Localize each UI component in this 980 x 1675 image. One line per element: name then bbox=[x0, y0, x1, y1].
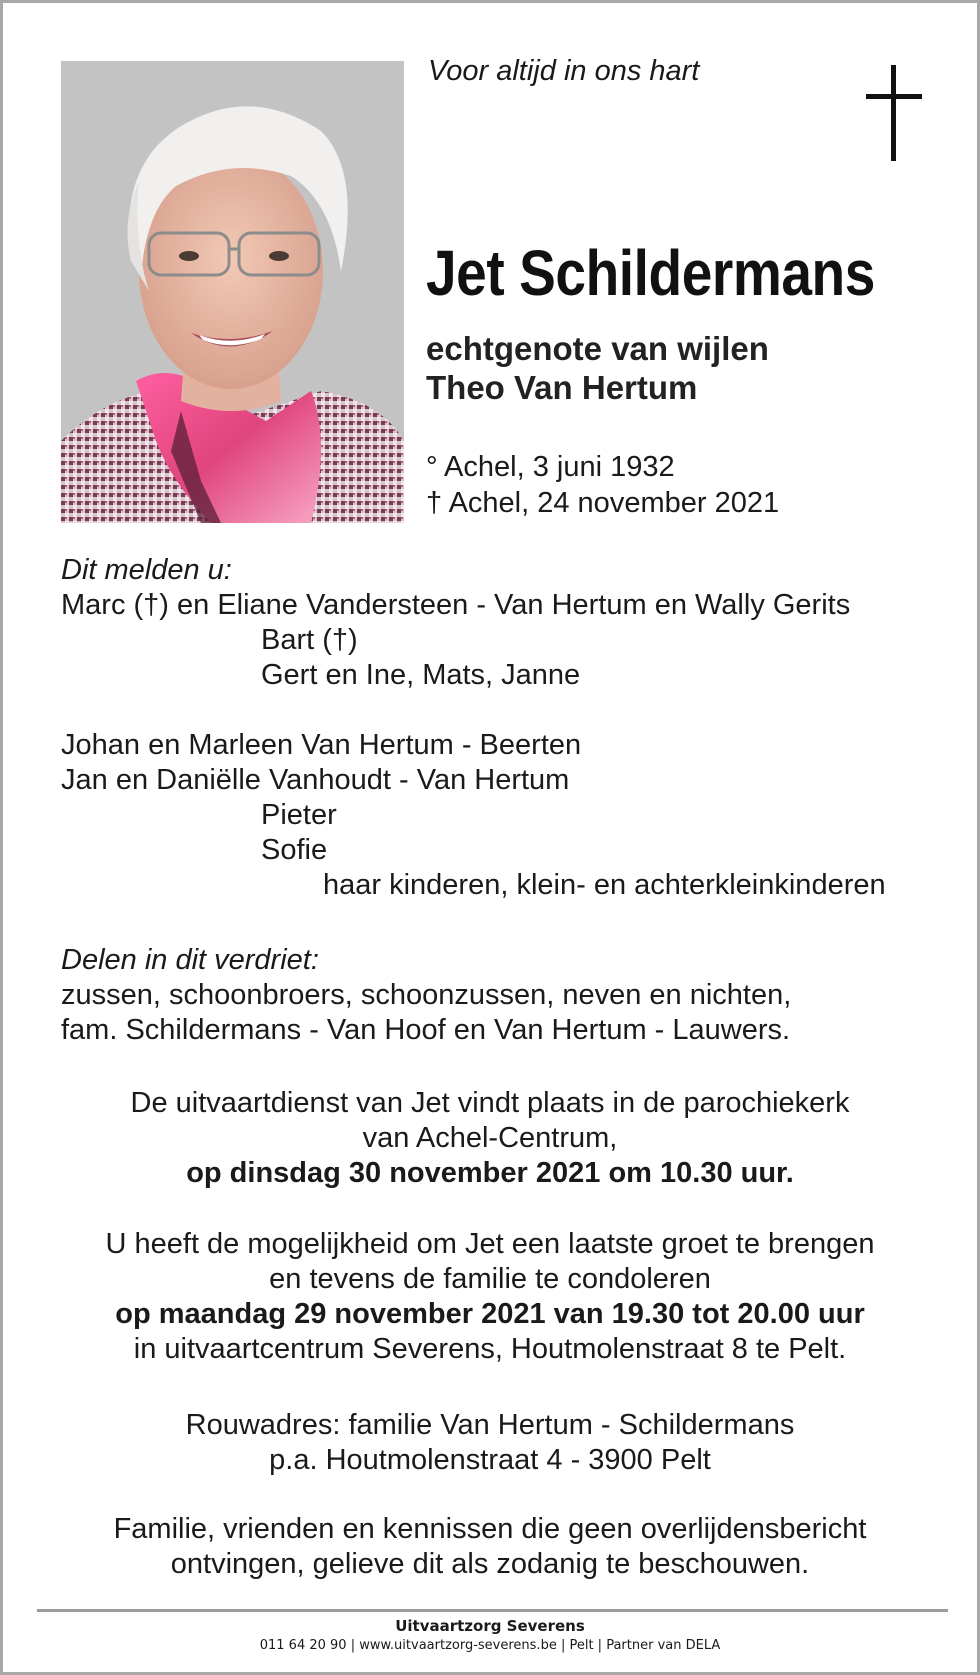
motto: Voor altijd in ons hart bbox=[428, 55, 700, 87]
life-dates bbox=[426, 449, 779, 521]
address-line: Rouwadres: familie Van Hertum - Schildermans bbox=[185, 1409, 795, 1441]
visitation-line: en tevens de familie te condoleren bbox=[269, 1263, 711, 1295]
birth-date: ° Achel, 3 juni 1932 bbox=[426, 451, 675, 483]
family-line: Gert en Ine, Mats, Janne bbox=[261, 659, 581, 691]
visitation-datetime: op maandag 29 november 2021 van 19.30 tot 20.00 uur bbox=[115, 1298, 865, 1330]
spouse-line-2: Theo Van Hertum bbox=[426, 369, 698, 406]
mourners-line: zussen, schoonbroers, schoonzussen, neven en nichten, bbox=[61, 979, 792, 1011]
funeral-home-name: Uitvaartzorg Severens bbox=[395, 1617, 585, 1635]
family-line: Johan en Marleen Van Hertum - Beerten bbox=[61, 729, 582, 761]
footer-divider bbox=[37, 1609, 948, 1612]
mourners bbox=[61, 943, 791, 1048]
family-line: haar kinderen, klein- en achterkleinkinderen bbox=[323, 869, 886, 901]
visitation-line: U heeft de mogelijkheid om Jet een laatste groet te brengen bbox=[105, 1228, 875, 1260]
address-line: p.a. Houtmolenstraat 4 - 3900 Pelt bbox=[269, 1444, 711, 1476]
closing-note bbox=[3, 1512, 977, 1582]
mourning-address bbox=[3, 1408, 977, 1478]
latin-cross-icon bbox=[866, 65, 922, 161]
service-line: van Achel-Centrum, bbox=[362, 1122, 618, 1154]
closing-line: ontvingen, gelieve dit als zodanig te beschouwen. bbox=[170, 1548, 810, 1580]
service-info bbox=[3, 1086, 977, 1191]
visitation-location: in uitvaartcentrum Severens, Houtmolenstraat 8 te Pelt. bbox=[133, 1333, 847, 1365]
portrait-photo bbox=[61, 61, 404, 523]
family-line: Bart (†) bbox=[261, 624, 358, 656]
service-line: De uitvaartdienst van Jet vindt plaats in de parochiekerk bbox=[130, 1087, 850, 1119]
death-date: † Achel, 24 november 2021 bbox=[426, 487, 780, 519]
funeral-home-contact: 011 64 20 90 | www.uitvaartzorg-severens.be | Pelt | Partner van DELA bbox=[259, 1638, 721, 1653]
spouse-line-1: echtgenote van wijlen bbox=[426, 330, 769, 367]
family-line: Sofie bbox=[261, 834, 328, 866]
family-line: Marc (†) en Eliane Vandersteen - Van Hertum en Wally Gerits bbox=[61, 589, 851, 621]
spouse-info bbox=[426, 329, 769, 407]
visitation-info bbox=[3, 1227, 977, 1367]
deceased-name: Jet Schildermans bbox=[426, 237, 875, 309]
announcers bbox=[61, 553, 886, 903]
mourners-line: fam. Schildermans - Van Hoof en Van Hertum - Lauwers. bbox=[61, 1014, 791, 1046]
service-datetime: op dinsdag 30 november 2021 om 10.30 uur. bbox=[186, 1157, 794, 1189]
announcers-heading: Dit melden u: bbox=[61, 554, 232, 586]
closing-line: Familie, vrienden en kennissen die geen overlijdensbericht bbox=[113, 1513, 867, 1545]
family-line: Jan en Daniëlle Vanhoudt - Van Hertum bbox=[61, 764, 570, 796]
mourners-heading: Delen in dit verdriet: bbox=[61, 944, 319, 976]
family-line: Pieter bbox=[261, 799, 337, 831]
